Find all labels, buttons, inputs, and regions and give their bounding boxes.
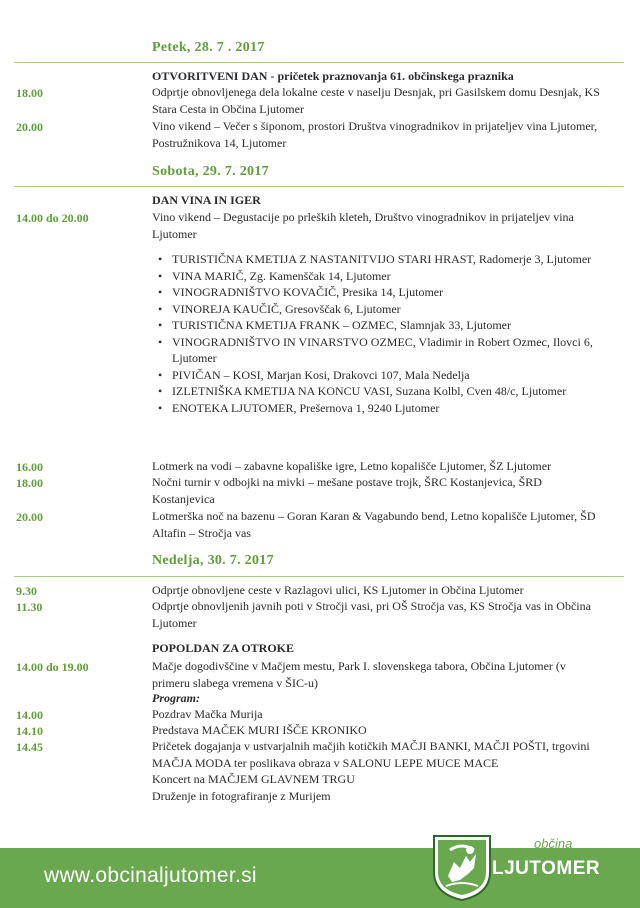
- event-time: 18.00: [16, 476, 43, 490]
- event-time: 14.00 do 20.00: [16, 211, 89, 225]
- event-time: 20.00: [16, 120, 43, 134]
- list-item: • ENOTEKA LJUTOMER, Prešernova 1, 9240 Ljutomer: [158, 400, 608, 417]
- event-time: 11.30: [16, 600, 43, 614]
- list-item: • PIVIČAN – KOSI, Marjan Kosi, Drakovci 107, Mala Nedelja: [158, 367, 608, 384]
- event-text: Koncert na MAČJEM GLAVNEM TRGU: [152, 772, 355, 786]
- event-time: 14.10: [16, 724, 43, 738]
- list-item: • VINOGRADNIŠTVO IN VINARSTVO OZMEC, Vladimir in Robert Ozmec, Ilovci 6, Ljutomer: [158, 334, 608, 367]
- divider: [14, 186, 624, 187]
- event-text: Druženje in fotografiranje z Murijem: [152, 789, 331, 803]
- day-heading-sunday: Nedelja, 30. 7. 2017: [152, 553, 274, 568]
- list-item: • TURISTIČNA KMETIJA Z NASTANITVIJO STARI HRAST, Radomerje 3, Ljutomer: [158, 251, 608, 268]
- divider: [14, 62, 624, 63]
- logo-big-text: LJUTOMER: [492, 858, 601, 879]
- event-text: Lotmerška noč na bazenu – Goran Karan & Vagabundo bend, Letno kopališče Ljutomer, ŠD Altafin – Stročja vas: [152, 509, 596, 540]
- event-time: 18.00: [16, 86, 43, 100]
- saturday-title: DAN VINA IN IGER: [152, 193, 261, 207]
- website-link[interactable]: www.obcinaljutomer.si: [44, 864, 257, 887]
- event-time: 20.00: [16, 510, 43, 524]
- event-text: Lotmerk na vodi – zabavne kopališke igre, Letno kopališče Ljutomer, ŠZ Ljutomer: [152, 459, 552, 473]
- event-time: 9.30: [16, 584, 37, 598]
- event-text: Odprtje obnovljenih javnih poti v Stročji vasi, pri OŠ Stročja vas, KS Stročja vas in Občina Ljutomer: [152, 599, 591, 630]
- event-text: Odprtje obnovljenega dela lokalne ceste v naselju Desnjak, pri Gasilskem domu Desnjak, KS Stara Cesta in Občina Ljutomer: [152, 85, 600, 116]
- logo-small-text: občina: [534, 836, 573, 851]
- event-time: 14.00: [16, 708, 43, 722]
- list-item: • VINA MARIČ, Zg. Kamenščak 14, Ljutomer: [158, 268, 608, 285]
- coat-of-arms-icon: [430, 832, 494, 902]
- event-text: Predstava MAČEK MURI IŠČE KRONIKO: [152, 723, 367, 737]
- day-heading-saturday: Sobota, 29. 7. 2017: [152, 164, 269, 179]
- program-label: Program:: [152, 691, 200, 705]
- event-text: Nočni turnir v odbojki na mivki – mešane postave trojk, ŠRC Kostanjevica, ŠRD Kostanjevica: [152, 475, 542, 506]
- winery-list: [158, 251, 608, 416]
- event-text: Pozdrav Mačka Murija: [152, 707, 263, 721]
- event-time: 14.45: [16, 740, 43, 754]
- list-item: • VINOGRADNIŠTVO KOVAČIČ, Presika 14, Ljutomer: [158, 284, 608, 301]
- event-text: Mačje dogodivščine v Mačjem mestu, Park I. slovenskega tabora, Občina Ljutomer (v primeru slabega vremena v ŠIC-u): [152, 659, 566, 690]
- list-item: • VINOREJA KAUČIČ, Gresovščak 6, Ljutomer: [158, 301, 608, 318]
- event-text: Pričetek dogajanja v ustvarjalnih mačjih kotičkih MAČJI BANKI, MAČJI POŠTI, trgovini MAČJA MODA ter poslikava obraza v SALONU LEPE MUCE MACE: [152, 739, 590, 770]
- day-heading-friday: Petek, 28. 7 . 2017: [152, 40, 265, 55]
- event-text: Vino vikend – Degustacije po prleških kleteh, Društvo vinogradnikov in prijateljev vina Ljutomer: [152, 210, 574, 241]
- event-text: Vino vikend – Večer s šiponom, prostori Društva vinogradnikov in prijateljev vina Ljutomer, Postružnikova 14, Ljutomer: [152, 119, 598, 150]
- divider: [14, 576, 624, 577]
- list-item: • TURISTIČNA KMETIJA FRANK – OZMEC, Slamnjak 33, Ljutomer: [158, 317, 608, 334]
- friday-title: OTVORITVENI DAN - pričetek praznovanja 61. občinskega praznika: [152, 69, 514, 83]
- event-text: Odprtje obnovljene ceste v Razlagovi ulici, KS Ljutomer in Občina Ljutomer: [152, 583, 524, 597]
- sunday-title: POPOLDAN ZA OTROKE: [152, 641, 295, 655]
- event-time: 16.00: [16, 460, 43, 474]
- event-time: 14.00 do 19.00: [16, 660, 89, 674]
- list-item: • IZLETNIŠKA KMETIJA NA KONCU VASI, Suzana Kolbl, Cven 48/c, Ljutomer: [158, 383, 608, 400]
